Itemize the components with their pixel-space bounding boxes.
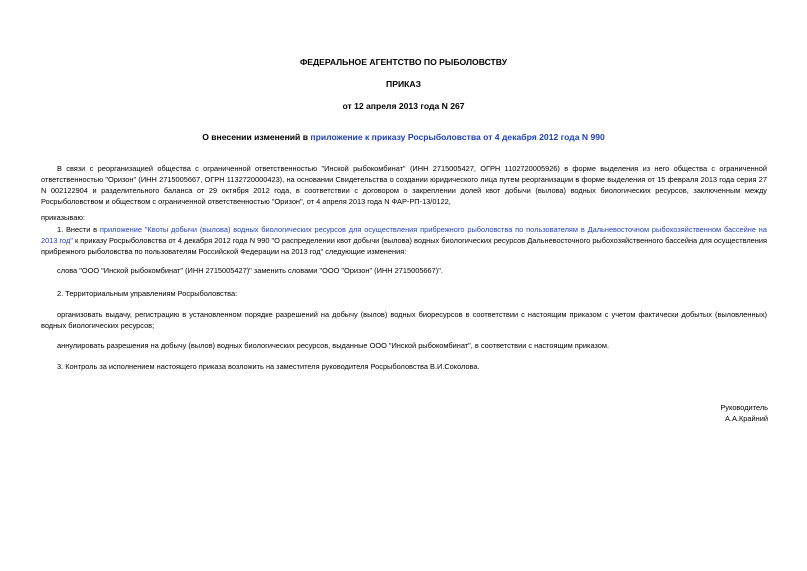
item-3-paragraph: 3. Контроль за исполнением настоящего приказа возложить на заместителя руководителя Росрыболовства В.И.Соколова. [57,362,480,371]
item-2-b-paragraph: аннулировать разрешения на добычу (вылов) водных биологических ресурсов, выданные ООО "Инской рыбокомбинат", в соответствии с настоящим приказом. [57,341,610,350]
item-2-a-paragraph: организовать выдачу, регистрацию в установленном порядке разрешений на добычу (вылов) водных биоресурсов в соответствии с настоящим приказом с учетом фактически добытых (выловленных) водных биологических ресурсов; [41,310,767,330]
signature-position: Руководитель [720,403,768,412]
item-1-suffix: к приказу Росрыболовства от 4 декабря 2012 года N 990 "О распределении квот добычи (вылова) водных биологических ресурсов Дальневосточного рыбохозяйственного бассейна для осуществления прибрежного рыболовства по пользователям Российской Федерации на 2013 год" следующие изменения: [41,236,767,256]
document-title [0,132,807,143]
item-1-change: слова "ООО "Инской рыбокомбинат" (ИНН 2715005427)" заменить словами "ООО "Оризон" (ИНН 2715005667)". [57,266,443,275]
signature-name: А.А.Крайний [725,414,768,423]
item-1-paragraph [41,224,767,257]
intro-paragraph: В связи с реорганизацией общества с ограниченной ответственностью "Инской рыбокомбинат" (ИНН 2715005427, ОГРН 1102720005926) в форме выделения из него общества с ограниченной ответственностью "Оризон" (ИНН 2715005667, ОГРН 1132720000423), на основании Свидетельства о создании юридического лица путем реорганизации в форме выделения от 15 февраля 2013 года серия 27 N 002122904 и разделительного баланса от 29 октября 2012 года, в соответствии с договором о закреплении долей квот добычи (вылова) водных биологических ресурсов, заключенным между Росрыболовством и обществом с ограниченной ответственностью "Оризон", от 4 апреля 2013 года N ФАР-РП-13/0122, [41,164,767,206]
item-2-paragraph: 2. Территориальным управлениям Росрыболовства: [57,289,238,298]
title-link[interactable]: приложение к приказу Росрыболовства от 4 декабря 2012 года N 990 [310,132,605,142]
order-word: приказываю: [41,213,85,222]
document-type: ПРИКАЗ [386,79,421,89]
agency-name: ФЕДЕРАЛЬНОЕ АГЕНТСТВО ПО РЫБОЛОВСТВУ [299,57,508,67]
item-1-link[interactable]: приложение "Квоты добычи (вылова) водных биологических ресурсов для осуществления прибрежного рыболовства по пользователям в Дальневосточном рыбохозяйственном бассейне на 2013 год" [41,225,767,245]
document-date-number: от 12 апреля 2013 года N 267 [342,101,465,111]
item-1-prefix: 1. Внести в [57,225,100,234]
title-prefix: О внесении изменений в [202,132,311,142]
